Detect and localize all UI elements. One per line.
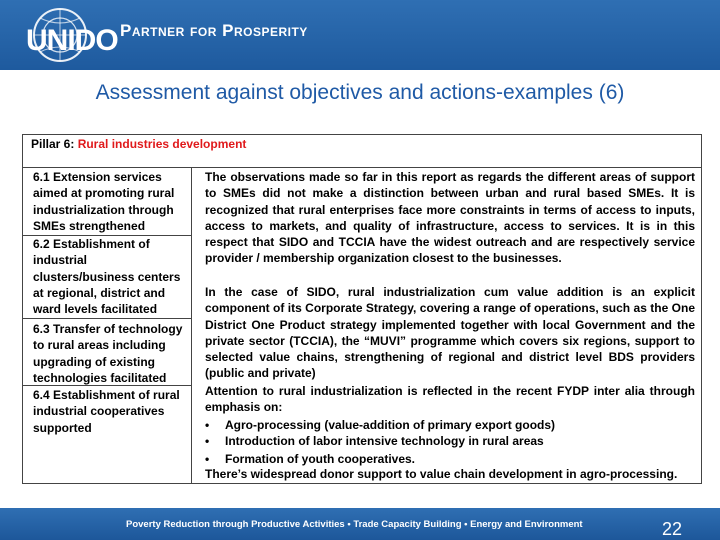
bullet-icon: • (205, 418, 210, 432)
pillar-prefix: Pillar 6: (31, 137, 78, 151)
objective-6-3: 6.3 Transfer of technology to rural areas including upgrading of existing technologies facilitated (33, 322, 183, 385)
objective-6-2: 6.2 Establishment of industrial clusters/business centers at regional, district and ward levels facilitated (33, 237, 181, 317)
header-banner (0, 0, 720, 70)
closing-statement: There’s widespread donor support to value chain development in agro-processing. (205, 467, 678, 481)
observation-paragraph-3: Attention to rural industrialization is reflected in the recent FYDP inter alia through emphasis on: (205, 384, 695, 415)
bullet-icon: • (205, 452, 210, 466)
logo-wordmark: UNIDO (26, 24, 118, 57)
divider (23, 167, 701, 168)
bullet-icon: • (205, 434, 210, 448)
footer-banner (0, 508, 720, 540)
pillar-name: Rural industries development (77, 137, 247, 151)
objective-6-4: 6.4 Establishment of rural industrial cooperatives supported (33, 388, 180, 435)
observation-paragraph-1: The observations made so far in this report as regards the different areas of support to SMEs did not make a distinction between urban and rural based SMEs. It is recognized that rural enterprises face more constraints in terms of access to inputs, access to markets, and quality of infrastructure, access to services. It is in this respect that SIDO and TCCIA have the widest outreach and are respectively service provider / membership organization closest to the businesses. (205, 170, 695, 266)
slide-title: Assessment against objectives and actions-examples (6) (95, 81, 625, 104)
page-number: 22 (662, 519, 683, 539)
divider (23, 318, 191, 319)
column-divider (191, 167, 192, 483)
pillar-heading (31, 137, 246, 151)
assessment-table: Pillar 6: Rural industries development 6.1 Extension services aimed at promoting rural industrialization through SMEs strengthened 6.2 Establishment of industrial clusters/business centers at regional, district and ward levels facilitated 6.3 Transfer of technology to rural areas including upgrading of existing technologies facilitated 6.4 Establishment of rural industrial cooperatives supported The observations made so far in this report as regards the different areas of support to SMEs did not make a distinction between urban and rural based SMEs. It is recognized that rural enterprises face more constraints in terms of access to inputs, access to markets, and quality of infrastructure, access to services. It is in this respect that SIDO and TCCIA have the widest outreach and are respectively service provider / membership organization closest to the businesses. In the case of SIDO, rural industrialization cum value addition is an explicit component of its Corporate Strategy, covering a range of operations, such as the One District One Product strategy implemented together with local Government and the private sector (TCCIA), the “MUVI” programme which covers six regions, support to selected value chains, strengthening of regional and district level BDS providers (public and private) Attention to rural industrialization is reflected in the recent FYDP inter alia through emphasis on: • Agro-processing (value-addition of primary export goods) • Introduction of labor intensive technology in rural areas • Formation of youth cooperatives. There’s widespread donor support to value chain development in agro-processing. (22, 134, 702, 484)
objective-6-1: 6.1 Extension services aimed at promoting rural industrialization through SMEs strengthened (33, 170, 175, 233)
footer-themes: Poverty Reduction through Productive Activities • Trade Capacity Building • Energy and Environment (126, 519, 583, 530)
tagline: Partner for Prosperity (120, 21, 308, 40)
divider (23, 385, 191, 386)
observation-paragraph-2: In the case of SIDO, rural industrialization cum value addition is an explicit component of its Corporate Strategy, covering a range of operations, such as the One District One Product strategy implemented together with local Government and the private sector (TCCIA), the “MUVI” programme which covers six regions, support to selected value chains, strengthening of regional and district level BDS providers (public and private) (205, 285, 695, 381)
